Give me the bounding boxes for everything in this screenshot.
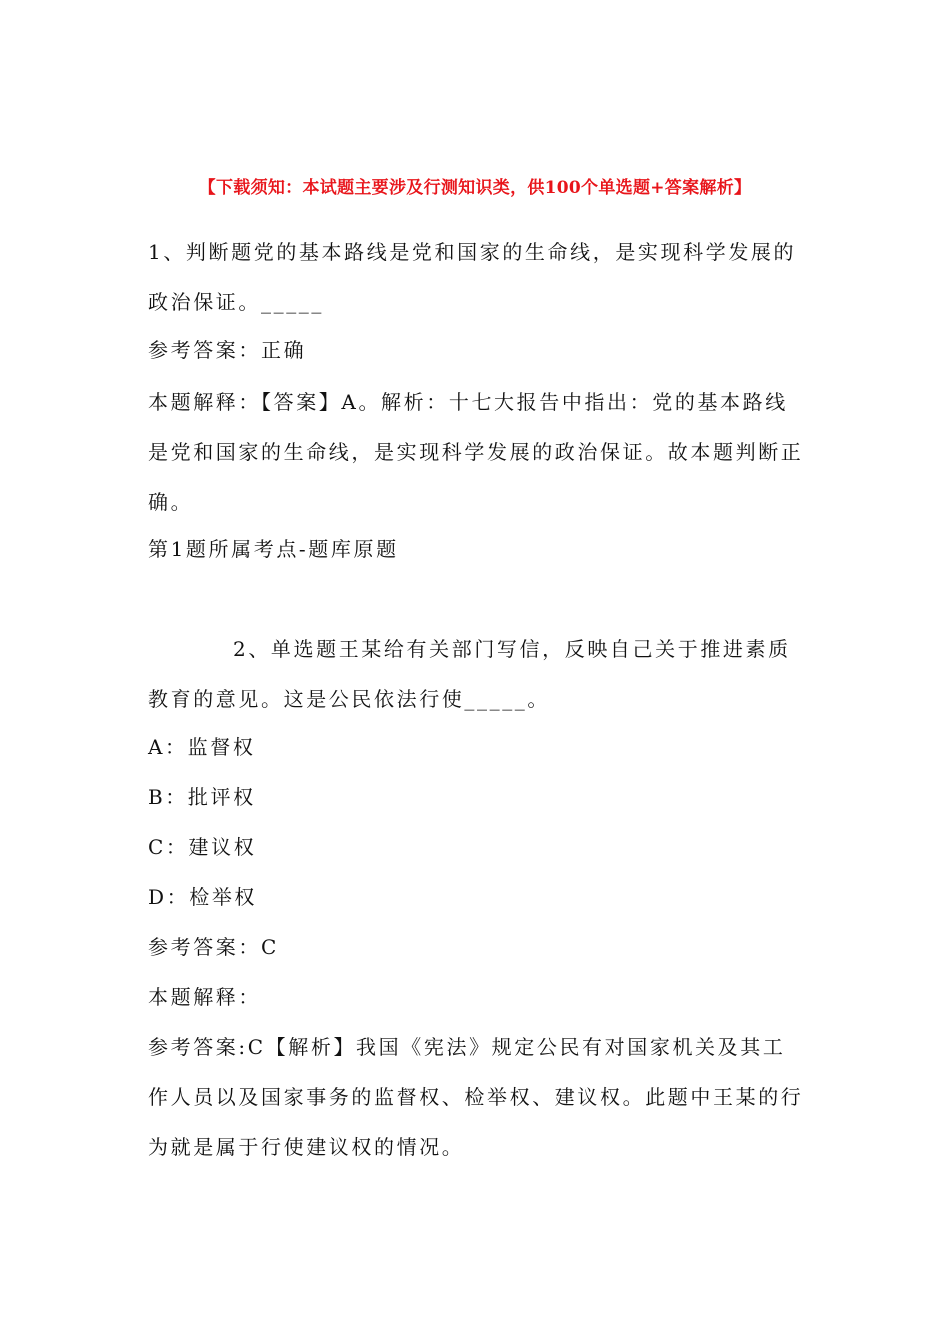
question-2-answer: 参考答案：C [148,935,279,959]
download-notice: 【下载须知：本试题主要涉及行测知识类，供100个单选题+答案解析】 [198,178,752,198]
question-2-option-b: B：批评权 [148,785,256,809]
question-2-option-d: D：检举权 [148,885,258,909]
question-1-text: 1、判断题党的基本路线是党和国家的生命线，是实现科学发展的政治保证。_____ [148,240,797,314]
question-2-option-c: C：建议权 [148,835,257,859]
question-2-option-a: A：监督权 [148,735,256,759]
question-1-category: 第1题所属考点-题库原题 [148,537,399,561]
question-2-text: 2、单选题王某给有关部门写信，反映自己关于推进素质教育的意见。这是公民依法行使_____。 [148,637,791,711]
question-2-explanation-label: 本题解释： [148,985,261,1009]
question-1-explanation: 本题解释：【答案】A。解析：十七大报告中指出：党的基本路线是党和国家的生命线，是实现科学发展的政治保证。故本题判断正确。 [148,390,804,514]
question-2-explanation: 参考答案:C【解析】我国《宪法》规定公民有对国家机关及其工作人员以及国家事务的监督权、检举权、建议权。此题中王某的行为就是属于行使建议权的情况。 [148,1035,804,1159]
question-1-answer: 参考答案：正确 [148,338,307,362]
